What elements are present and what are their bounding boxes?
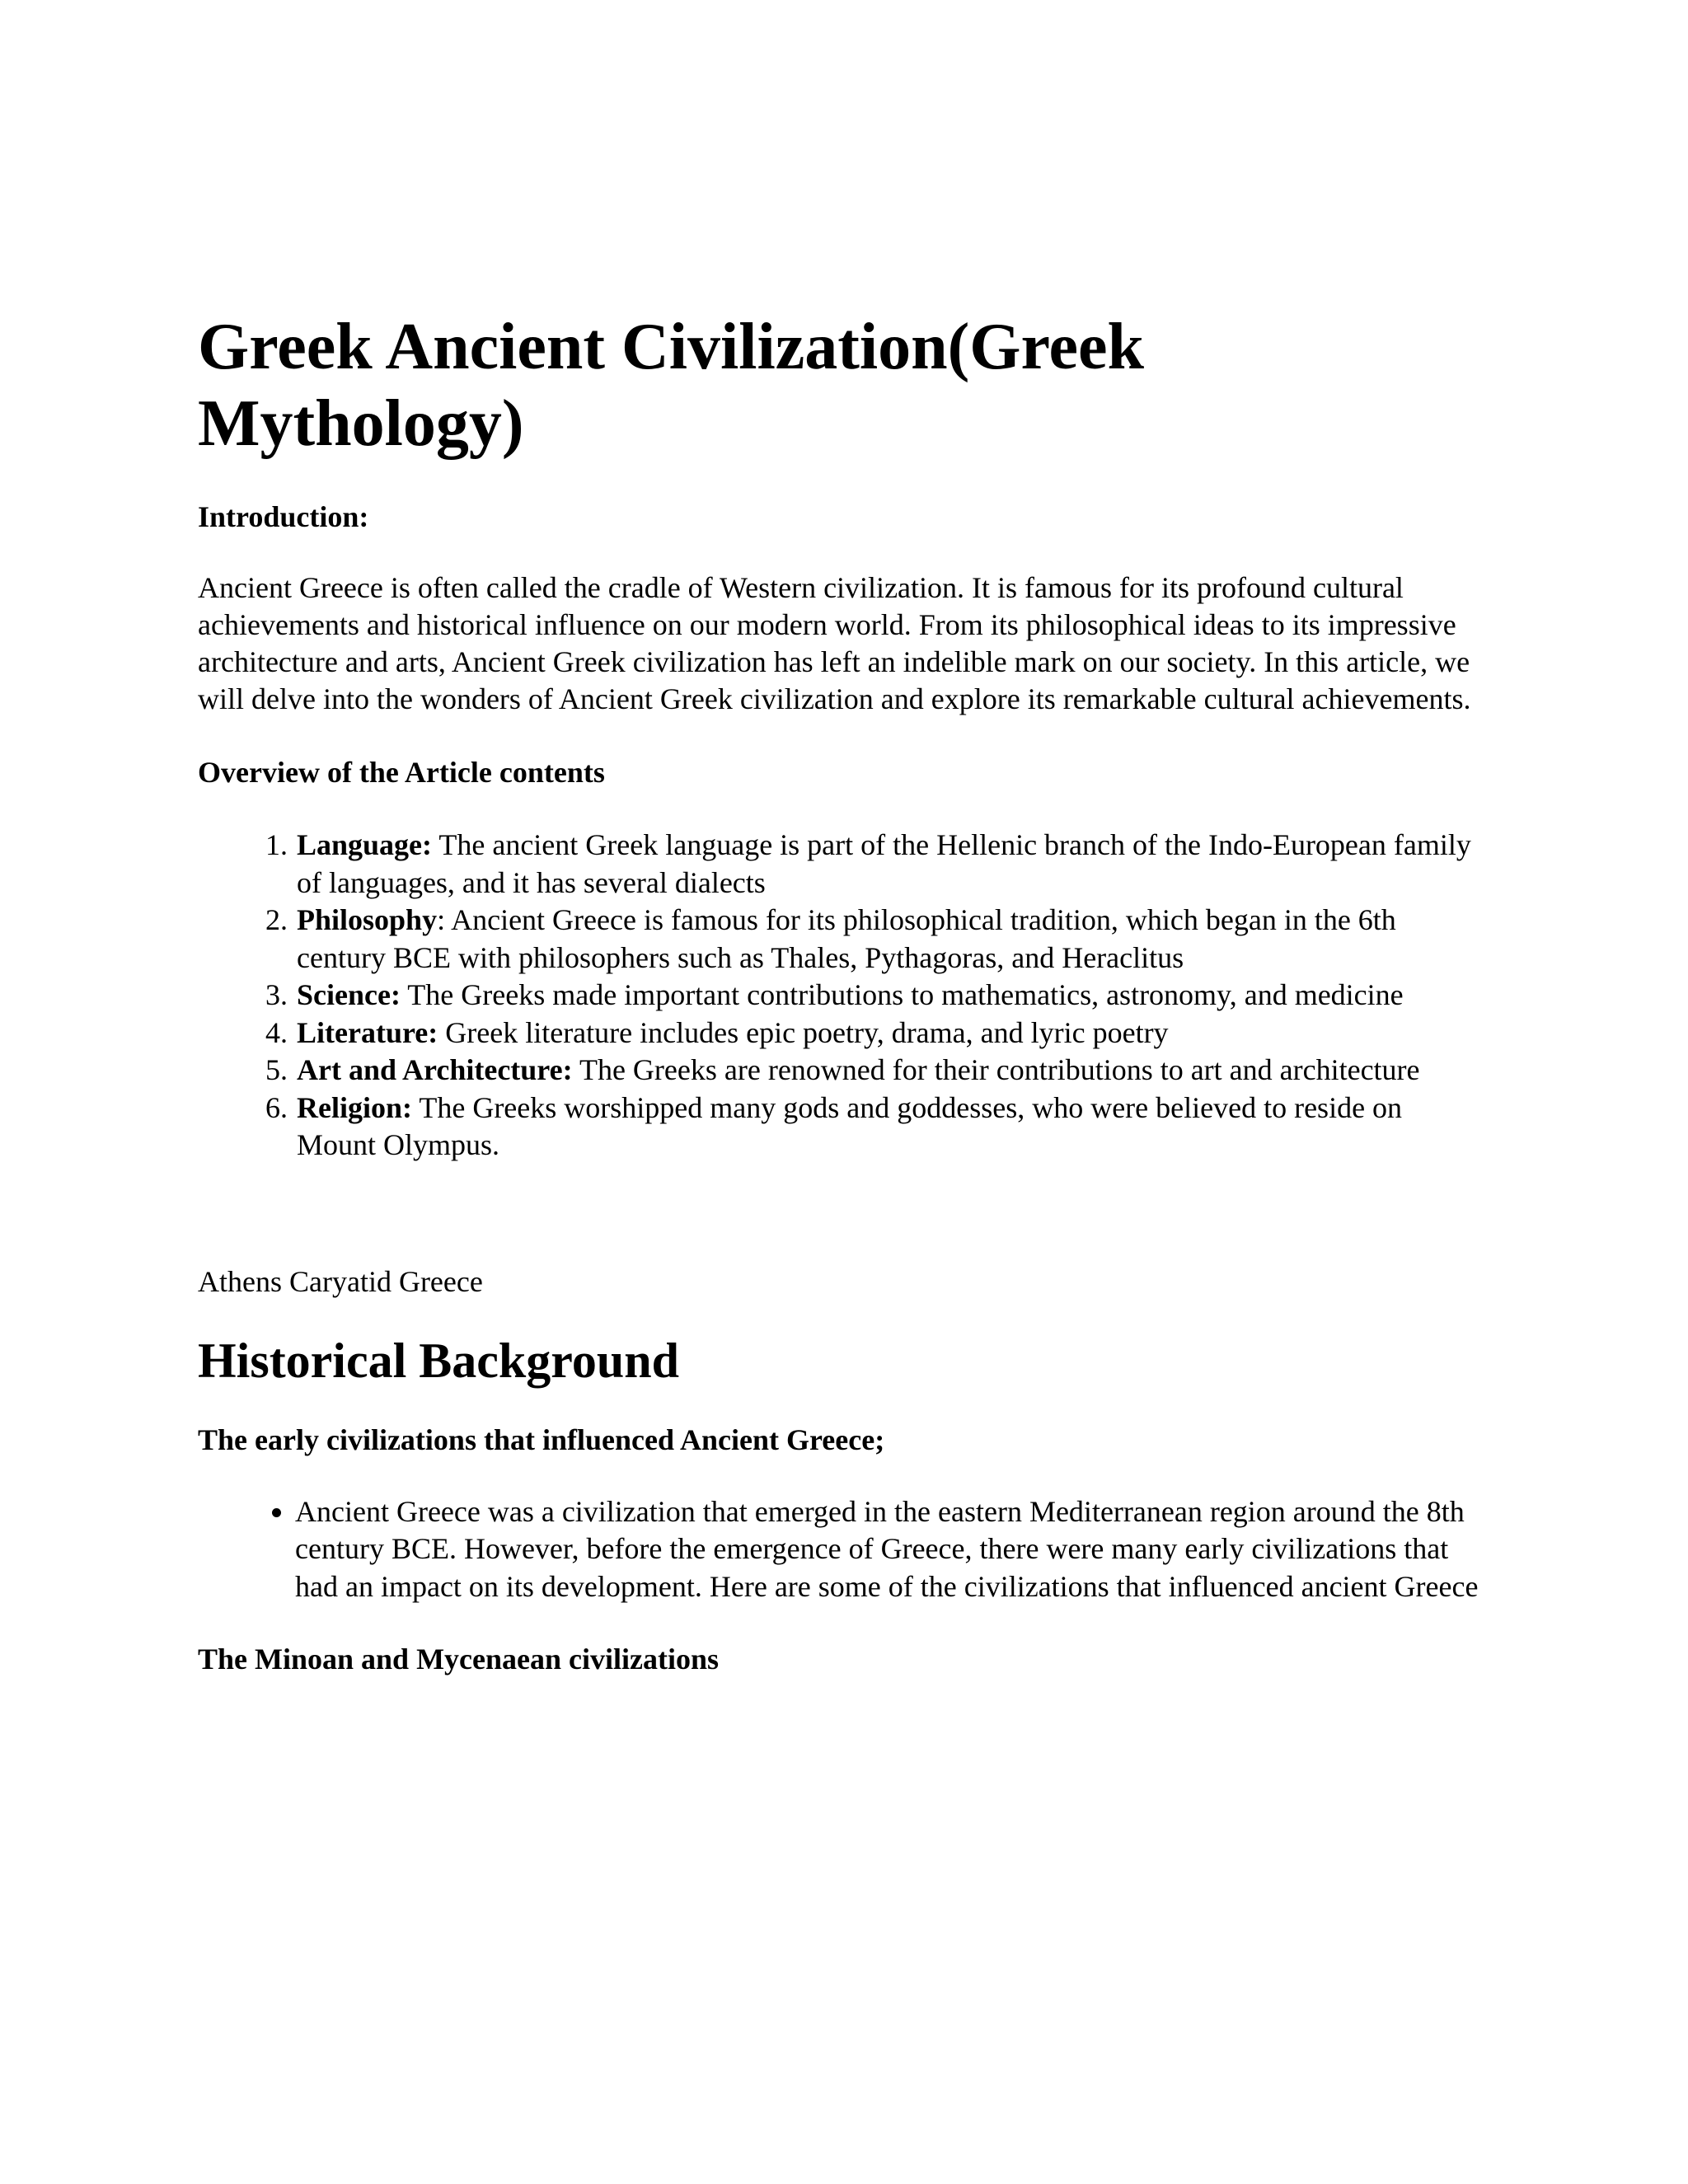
overview-term: Science: [297, 978, 401, 1011]
list-item: • Ancient Greece was a civilization that emerged in the eastern Mediterranean region around the 8th century BCE. However, before the emergence of Greece, there were many early civilizations that had an impact on its development. Here are some of the civilizations that influenced ancient Greece [295, 1493, 1484, 1606]
intro-heading: Introduction: [198, 500, 369, 533]
overview-item-literature [295, 1015, 1484, 1052]
overview-item-science [295, 977, 1484, 1015]
overview-list [198, 827, 1484, 1165]
overview-item-philosophy [295, 902, 1484, 977]
overview-item-religion [295, 1090, 1484, 1165]
section-heading: Historical Background [198, 1333, 679, 1388]
overview-term: Religion: [297, 1090, 412, 1124]
overview-text: : Ancient Greece is famous for its philosophical tradition, which began in the 6th century BCE with philosophers such as Thales, Pythagoras, and Heraclitus [297, 903, 1396, 974]
image-caption: Athens Caryatid Greece [198, 1264, 483, 1298]
overview-item-art-architecture [295, 1052, 1484, 1090]
overview-text: The Greeks are renowned for their contributions to art and architecture [572, 1053, 1420, 1086]
page-title: Greek Ancient Civilization(Greek Mythology) [198, 311, 1145, 460]
minoan-heading: The Minoan and Mycenaean civilizations [198, 1643, 720, 1675]
intro-paragraph: Ancient Greece is often called the cradle of Western civilization. It is famous for its profound cultural achievements and historical influence on our modern world. From its philosophical ideas to its impressive architecture and arts, Ancient Greek civilization has left an indelible mark on our society. In this article, we will delve into the wonders of Ancient Greek civilization and explore its remarkable cultural achievements. [198, 571, 1471, 715]
overview-term: Philosophy [297, 903, 438, 936]
overview-text: The ancient Greek language is part of the Hellenic branch of the Indo-European family of languages, and it has several dialects [297, 828, 1471, 899]
overview-term: Language: [297, 828, 433, 861]
early-civilizations-list [198, 1493, 1484, 1606]
overview-text: Greek literature includes epic poetry, drama, and lyric poetry [438, 1015, 1169, 1049]
overview-term: Art and Architecture: [297, 1053, 573, 1086]
overview-term: Literature: [297, 1015, 438, 1049]
overview-text: The Greeks made important contributions to mathematics, astronomy, and medicine [400, 978, 1404, 1011]
early-civilizations-heading: The early civilizations that influenced Ancient Greece; [198, 1422, 885, 1456]
document-page [198, 309, 1484, 1678]
overview-item-language [295, 827, 1484, 902]
overview-text: The Greeks worshipped many gods and goddesses, who were believed to reside on Mount Olympus. [297, 1090, 1403, 1161]
overview-heading: Overview of the Article contents [198, 756, 605, 789]
